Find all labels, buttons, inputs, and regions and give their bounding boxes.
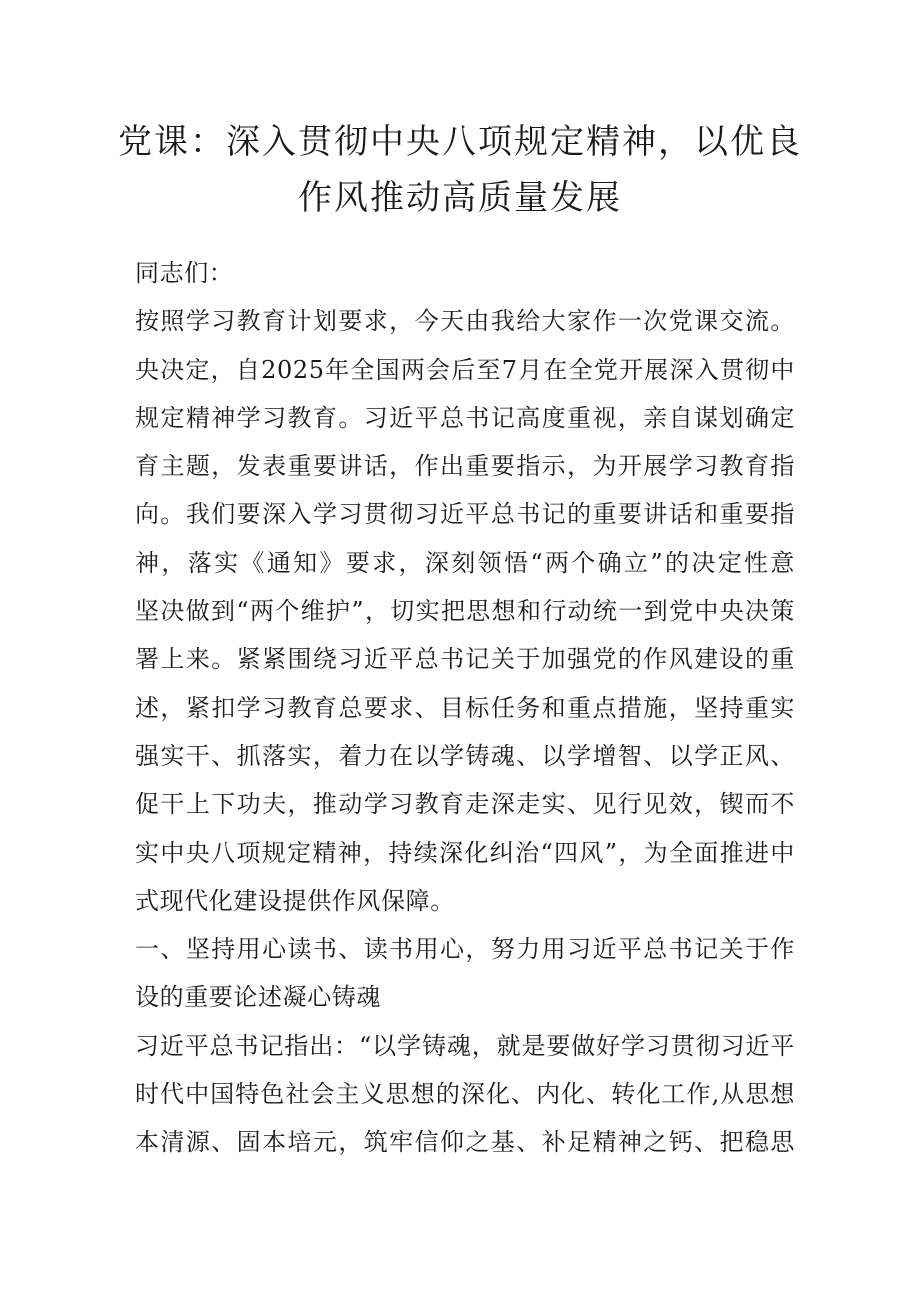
heading-line: 设的重要论述凝心铸魂: [135, 983, 381, 1012]
text-line: 时代中国特色社会主义思想的深化、内化、转化工作,从思想: [135, 1080, 795, 1109]
document-title: [100, 114, 820, 226]
paragraph-section-1: [135, 1022, 795, 1167]
text-line: 坚决做到“两个维护”，切实把思想和行动统一到党中央决策: [135, 597, 795, 626]
text-line: 强实干、抓落实，着力在以学铸魂、以学增智、以学正风、: [135, 741, 795, 770]
text-line: 育主题，发表重要讲话，作出重要指示，为开展学习教育指: [135, 452, 795, 481]
text-line: 述，紧扣学习教育总要求、目标任务和重点措施，坚持重实: [135, 693, 795, 722]
section-heading-1: [135, 925, 795, 1022]
document-body: [135, 249, 795, 1167]
text-line: 神，落实《通知》要求，深刻领悟“两个确立”的决定性意: [135, 548, 795, 577]
text-line: 实中央八项规定精神，持续深化纠治“四风”，为全面推进中: [135, 838, 795, 867]
text-line: 本清源、固本培元，筑牢信仰之基、补足精神之钙、把稳思: [135, 1128, 795, 1157]
paragraph-intro: [135, 297, 795, 925]
title-line: 作风推动高质量发展: [298, 178, 622, 218]
title-line: 党课：深入贯彻中央八项规定精神，以优良: [118, 122, 802, 162]
text-line: 按照学习教育计划要求，今天由我给大家作一次党课交流。: [135, 307, 795, 336]
text-line: 规定精神学习教育。习近平总书记高度重视，亲自谋划确定: [135, 403, 795, 432]
heading-line: 一、坚持用心读书、读书用心，努力用习近平总书记关于作: [135, 935, 795, 964]
text-line: 向。我们要深入学习贯彻习近平总书记的重要讲话和重要指: [135, 500, 795, 529]
text-line: 式现代化建设提供作风保障。: [135, 886, 455, 915]
salutation: 同志们：: [135, 259, 234, 287]
text-line: 央决定，自2025年全国两会后至7月在全党开展深入贯彻中: [135, 355, 795, 384]
text-line: 习近平总书记指出：“以学铸魂，就是要做好学习贯彻习近平: [135, 1031, 795, 1060]
text-line: 促干上下功夫，推动学习教育走深走实、见行见效，锲而不: [135, 790, 795, 819]
text-line: 署上来。紧紧围绕习近平总书记关于加强党的作风建设的重: [135, 645, 795, 674]
